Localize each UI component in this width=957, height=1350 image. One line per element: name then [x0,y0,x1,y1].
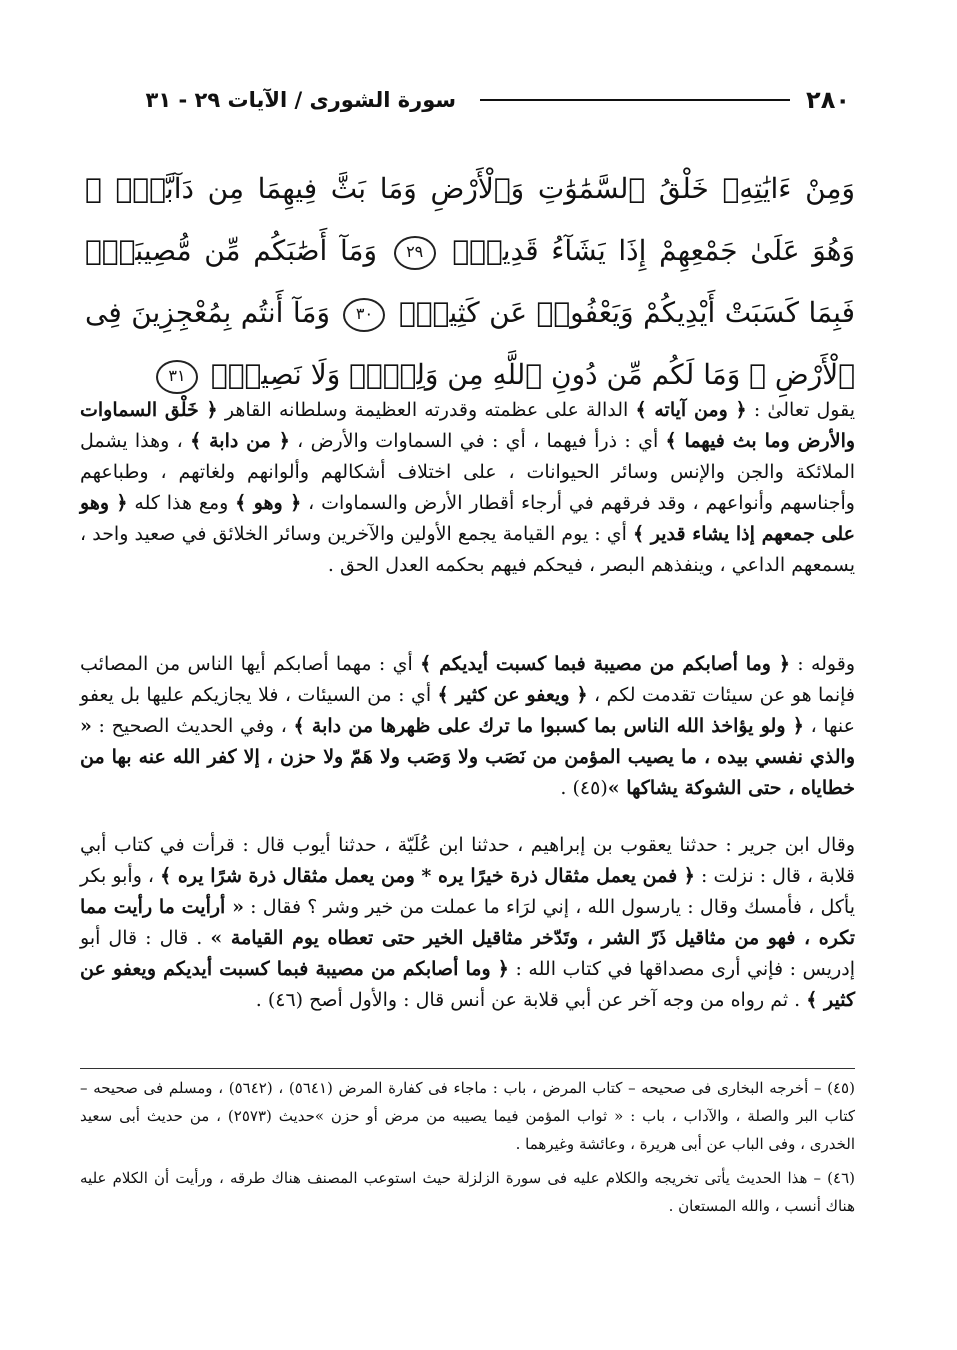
commentary-text: أي : يوم القيامة يجمع الأولين والآخرين وسائر الخلائق في صعيد واحد ، يسمعهم الداعي ، وينفذهم البصر ، فيحكم فيهم بحكمه العدل الحق . [80,523,855,576]
footnote-45: (٤٥) – أخرجه البخارى فى صحيحه – كتاب المرض ، باب : ماجاء فى كفارة المرض (٥٦٤١) ، (٥٦٤٢) ، ومسلم فى صحيحه – كتاب البر والصلة ، والآداب ، باب : « ثواب المؤمن فيما يصيبه من مرض أو حزن »حديث (٢٥٧٣) ، من حديث أبى سعيد الخدرى ، وفى الباب عن أبى هريرة ، وعائشة وغيرهما . [80,1079,855,1153]
quoted-text: ﴿ وما أصابكم من مصيبة فبما كسبت أيديكم ويعفو عن كثير ﴾ [80,958,855,1011]
footnotes [80,1074,855,1226]
commentary-text: . ثم رواه من وجه آخر عن أبي قلابة عن أنس قال : والأول أصح (٤٦) . [255,989,807,1011]
footnote-46: (٤٦) – هذا الحديث يأتى تخريجه والكلام عليه فى سورة الزلزلة حيث استوعب المصنف هناك طرقه ، ورأيت أن الكلام عليه هناك أنسب ، والله المستعان . [80,1169,855,1215]
tafsir-paragraph-2 [80,649,855,804]
quoted-text: ﴿ خَلْق السماوات والأرض وما بث فيهما ﴾ [80,399,856,452]
quoted-text: « أرأيت ما رأيت مما تكره ، فهو من مثاقيل ذَرّ الشر ، وتَدّخر مثاقيل الخير حتى تعطاه يوم القيامة » [80,896,855,949]
commentary-text: وقوله : [789,653,855,675]
quoted-text: ﴿ فمن يعمل مثقال ذرة خيرًا يره * ومن يعمل مثقال ذرة شرًا يره ﴾ [160,865,695,887]
page-number: ٢٨٠ [806,86,850,114]
tafsir-paragraph-3 [80,830,855,1016]
quoted-text: « والذي نفسي بيده ، ما يصيب المؤمن من نَصَب ولا وَصَب ولا هَمّ ولا حزن ، إلا كفر الله عنه بها من خطاياه ، حتى الشوكة يشاكها » [80,715,855,799]
header-rule [480,99,790,101]
quoted-text: ﴿ ومن آياته ﴾ [635,399,747,421]
commentary-text: وقال ابن جرير : حدثنا يعقوب بن إبراهيم ، حدثنا ابن عُلَيّة ، حدثنا أيوب قال : قرأت في كتاب أبي قلابة ، قال : نزلت : [80,834,855,887]
quoted-text: ﴿ ولو يؤاخذ الله الناس بما كسبوا ما ترك على ظهرها من دابة ﴾ [293,715,804,737]
ayah-29-number: ٢٩ [394,236,436,270]
tafsir-paragraph-1 [80,395,855,581]
quoted-text: ﴿ من دابة ﴾ [190,430,290,452]
commentary-text: ، وأبو بكر يأكل ، فأمسك وقال : يارسول الله ، إني لرَاء ما عملت من خير وشر ؟ فقال : [80,865,855,918]
quran-verses [85,158,855,406]
commentary-text: الدالة على عظمته وقدرته العظيمة وسلطانه القاهر [217,399,636,421]
commentary-text: أي : من السيئات ، فلا يجازيكم عليها بل يعفو عنها ، [80,684,855,737]
page-header [75,84,850,116]
commentary-text: ومع هذا كله [127,492,236,514]
footnote-separator [80,1068,855,1069]
quoted-text: ﴿ ويعفو عن كثير ﴾ [437,684,588,706]
quoted-text: ﴿ وما أصابكم من مصيبة فبما كسبت أيديكم ﴾ [420,653,790,675]
commentary-text: ، وفي الحديث الصحيح : [91,715,294,737]
commentary-text: (٤٥) . [560,777,608,799]
ayah-31-text: وَمَآ أَنتُم بِمُعْجِزِينَ فِى ٱلْأَرْضِ ۖ وَمَا لَكُم مِّن دُونِ ٱللَّهِ مِن وَلِىٍّۢ وَلَا نَصِيرٍۢ [85,296,855,391]
surah-title: سورة الشورى / الآيات ٢٩ - ٣١ [145,88,457,112]
commentary-text: أي : ذرأ فيهما ، أي : في السماوات والأرض ، [289,430,666,452]
ayah-29-text: وَمِنْ ءَايَٰتِهِۦ خَلْقُ ٱلسَّمَٰوَٰتِ وَٱلْأَرْضِ وَمَا بَثَّ فِيهِمَا مِن دَآبَّةٍۢ ۚ وَهُوَ عَلَىٰ جَمْعِهِمْ إِذَا يَشَآءُ قَدِيرٌۭ [85,172,855,267]
commentary-text: . قال : قال أبو إدريس : فإني أرى مصداقها في كتاب الله : [80,927,855,980]
ayah-30-number: ٣٠ [343,298,385,332]
ayah-30-text: وَمَآ أَصَٰبَكُم مِّن مُّصِيبَةٍۢ فَبِمَا كَسَبَتْ أَيْدِيكُمْ وَيَعْفُوا۟ عَن كَثِيرٍۢ [85,234,856,329]
ayah-31-number: ٣١ [156,360,198,394]
quoted-text: ﴿ وهو على جمعهم إذا يشاء قدير ﴾ [80,492,855,545]
commentary-text: يقول تعالىٰ : [746,399,855,421]
commentary-text: ، وهذا يشمل الملائكة والجن والإنس وسائر الحيوانات ، على اختلاف أشكالهم وألوانهم ولغاتهم ، وطباعهم وأجناسهم وأنواعهم ، وقد فرقهم في أرجاء أقطار الأرض والسماوات ، [80,430,855,514]
commentary-text: أي : مهما أصابكم أيها الناس من المصائب فإنما هو عن سيئات تقدمت لكم ، [80,653,855,706]
quoted-text: ﴿ وهو ﴾ [235,492,302,514]
